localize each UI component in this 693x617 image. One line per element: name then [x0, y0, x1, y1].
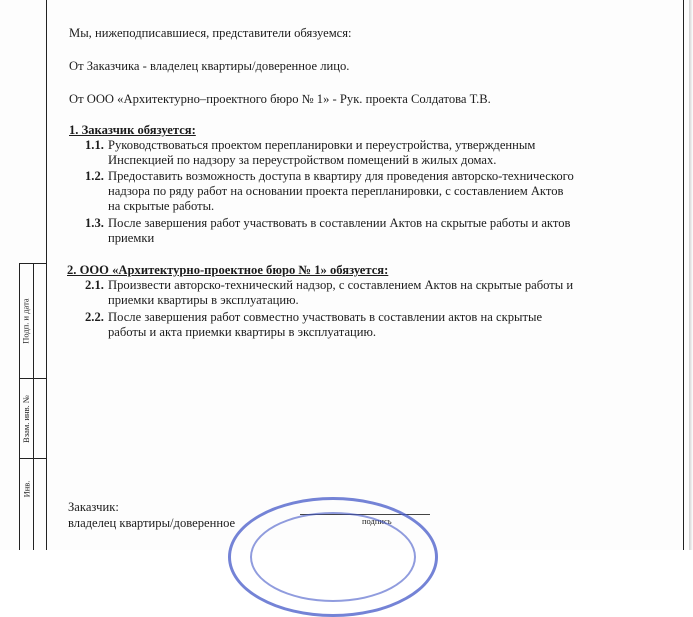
- signature-role: владелец квартиры/доверенное: [68, 516, 236, 530]
- side-cell-signature-date: [19, 264, 33, 378]
- section2-heading: 2. ООО «Архитектурно-проектное бюро № 1» обязуется:: [67, 263, 389, 277]
- side-stamp-divider: [33, 263, 34, 550]
- from-customer-text: От Заказчика - владелец квартиры/доверенное лицо.: [69, 59, 350, 73]
- item-line: работы и акта приемки квартиры в эксплуатацию.: [108, 325, 377, 339]
- item-line: Руководствоваться проектом перепланировки и переустройства, утвержденным: [108, 138, 536, 152]
- item-line: надзора по ряду работ на основании проекта перепланировки, с составлением Актов: [108, 184, 564, 198]
- item-number: 2.2.: [85, 310, 104, 324]
- seal-stamp-inner-ring: [250, 512, 416, 602]
- item-line: Произвести авторско-технический надзор, с составлением Актов на скрытые работы и: [108, 278, 574, 292]
- side-cell-label: Инв.: [21, 480, 32, 498]
- frame-right-line: [683, 0, 684, 550]
- item-number: 1.3.: [85, 216, 104, 230]
- item-line: После завершения работ совместно участвовать в составлении актов на скрытые: [108, 310, 543, 324]
- signature-label: Заказчик:: [68, 500, 119, 514]
- item-line: приемки квартиры в эксплуатацию.: [108, 293, 299, 307]
- side-cell-inv: [19, 459, 33, 519]
- item-line: Инспекцией по надзору за переустройством помещений в жилых домах.: [108, 153, 497, 167]
- item-number: 1.1.: [85, 138, 104, 152]
- item-number: 2.1.: [85, 278, 104, 292]
- side-cell-label: Взам. инв. №: [21, 394, 31, 443]
- from-bureau-text: От ООО «Архитектурно–проектного бюро № 1» - Рук. проекта Солдатова Т.В.: [69, 92, 491, 106]
- side-cell-label: Подп. и дата: [21, 298, 32, 344]
- item-line: приемки: [108, 231, 155, 245]
- item-line: Предоставить возможность доступа в квартиру для проведения авторско-технического: [108, 169, 574, 183]
- item-line: После завершения работ участвовать в составлении Актов на скрытые работы и актов: [108, 216, 571, 230]
- item-number: 1.2.: [85, 169, 104, 183]
- signature-caption: подпись: [362, 516, 392, 526]
- intro-text: Мы, нижеподписавшиеся, представители обязуемся:: [69, 26, 352, 40]
- item-line: на скрытые работы.: [108, 199, 215, 213]
- side-cell-replaced-inv: [19, 379, 33, 458]
- section1-heading: 1. Заказчик обязуется:: [69, 123, 196, 137]
- page-edge-shadow: [689, 0, 693, 550]
- frame-left-line: [46, 0, 47, 550]
